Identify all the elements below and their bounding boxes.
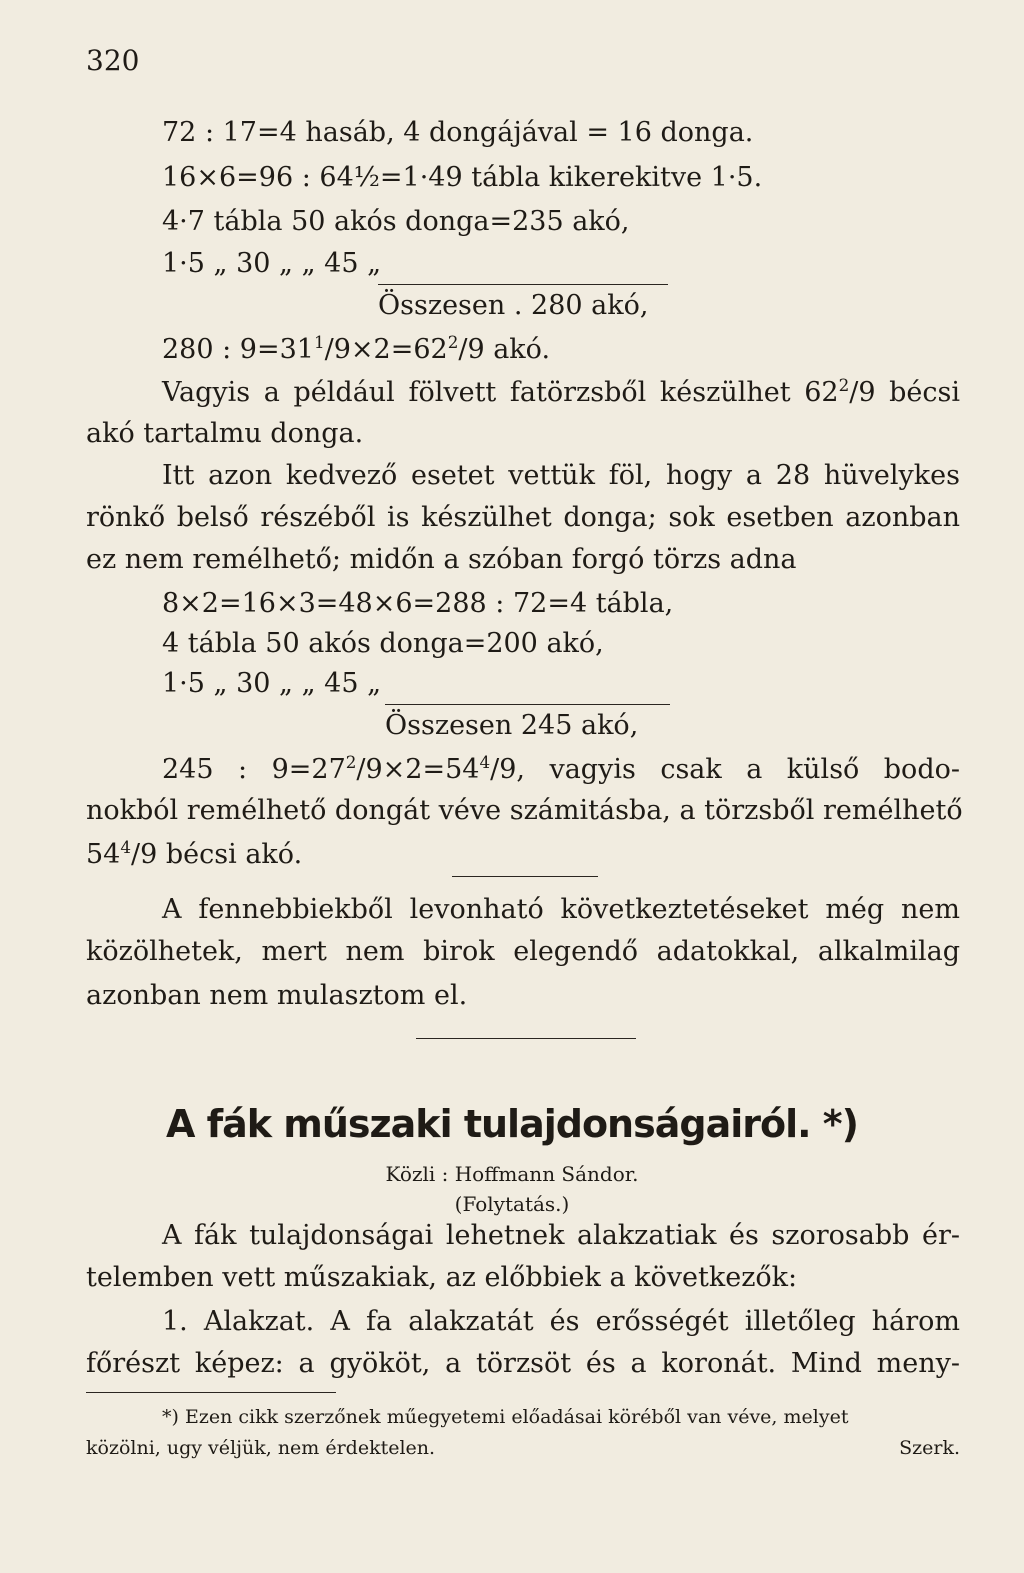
para3-line3: azonban nem mulasztom el. (86, 980, 468, 1011)
footnote-line1: *) Ezen cikk szerzőnek műegyetemi előadásai köréből van véve, melyet (162, 1406, 849, 1428)
article-line2: telemben vett műszakiak, az előbbiek a következők: (86, 1262, 798, 1293)
sum-rule-2 (385, 704, 670, 705)
calc2-line2: 4 tábla 50 akós donga=200 akó, (162, 628, 604, 659)
para1-line1: Vagyis a például fölvett fatörzsből készülhet $62^2/9$ bécsi (162, 375, 961, 408)
calc2-total: Összesen 245 akó, (385, 710, 639, 741)
calc1-total: Összesen . 280 akó, (378, 290, 649, 321)
sum-rule-1 (378, 284, 668, 285)
article-byline: Közli : Hoffmann Sándor. (385, 1162, 639, 1186)
para1-line2: akó tartalmu donga. (86, 418, 364, 449)
para2-line1: Itt azon kedvező esetet vettük föl, hogy a 28 hüvelykes (162, 460, 960, 491)
calc1-line4: 1·5 „ 30 „ „ 45 „ (162, 248, 382, 279)
calc1-line1: 72 : 17=4 hasáb, 4 dongájával = 16 donga. (162, 117, 754, 148)
para2-line3: ez nem remélhető; midőn a szóban forgó törzs adna (86, 544, 797, 575)
para3-line2: közölhetek, mert nem birok elegendő adatokkal, alkalmilag (86, 936, 960, 967)
calc2-line1: 8×2=16×3=48×6=288 : 72=4 tábla, (162, 588, 674, 619)
footnote-line2: közölni, ugy véljük, nem érdektelen. Szerk. (86, 1437, 960, 1459)
section-divider (416, 1038, 636, 1039)
calc1-line3: 4·7 tábla 50 akós donga=235 akó, (162, 206, 630, 237)
footnote-rule (86, 1392, 336, 1393)
calc2-line3: 1·5 „ 30 „ „ 45 „ (162, 668, 382, 699)
para2-line2: rönkő belső részéből is készülhet donga; sok esetben azonban (86, 502, 960, 533)
calc1-line6: 280 : $9=31^1/9\times 2=62^2/9$ akó. (162, 332, 551, 365)
article-line1: A fák tulajdonságai lehetnek alakzatiak és szorosabb ér- (162, 1220, 960, 1251)
calc1-line2: 16×6=96 : 64½=1·49 tábla kikerekitve 1·5. (162, 162, 763, 193)
section-divider-short (452, 876, 598, 877)
article-line3: 1. Alakzat. A fa alakzatát és erősségét illetőleg három (162, 1306, 960, 1337)
article-continued: (Folytatás.) (454, 1192, 570, 1216)
article-line4: főrészt képez: a gyököt, a törzsöt és a koronát. Mind meny- (86, 1348, 960, 1379)
page-number: 320 (86, 44, 140, 77)
calc2-line4: 245 : $9=27^2/9\times 2=54^4/9$, vagyis csak a külső bodo- (162, 752, 960, 785)
para3-line1: A fennebbiekből levonható következtetéseket még nem (162, 894, 960, 925)
calc2-line5: nokból remélhető dongát véve számitásba, a törzsből remélhető (86, 795, 963, 826)
article-title: A fák műszaki tulajdonságairól. *) (165, 1102, 859, 1146)
calc2-line6: $54^4/9$ bécsi akó. (86, 837, 303, 870)
